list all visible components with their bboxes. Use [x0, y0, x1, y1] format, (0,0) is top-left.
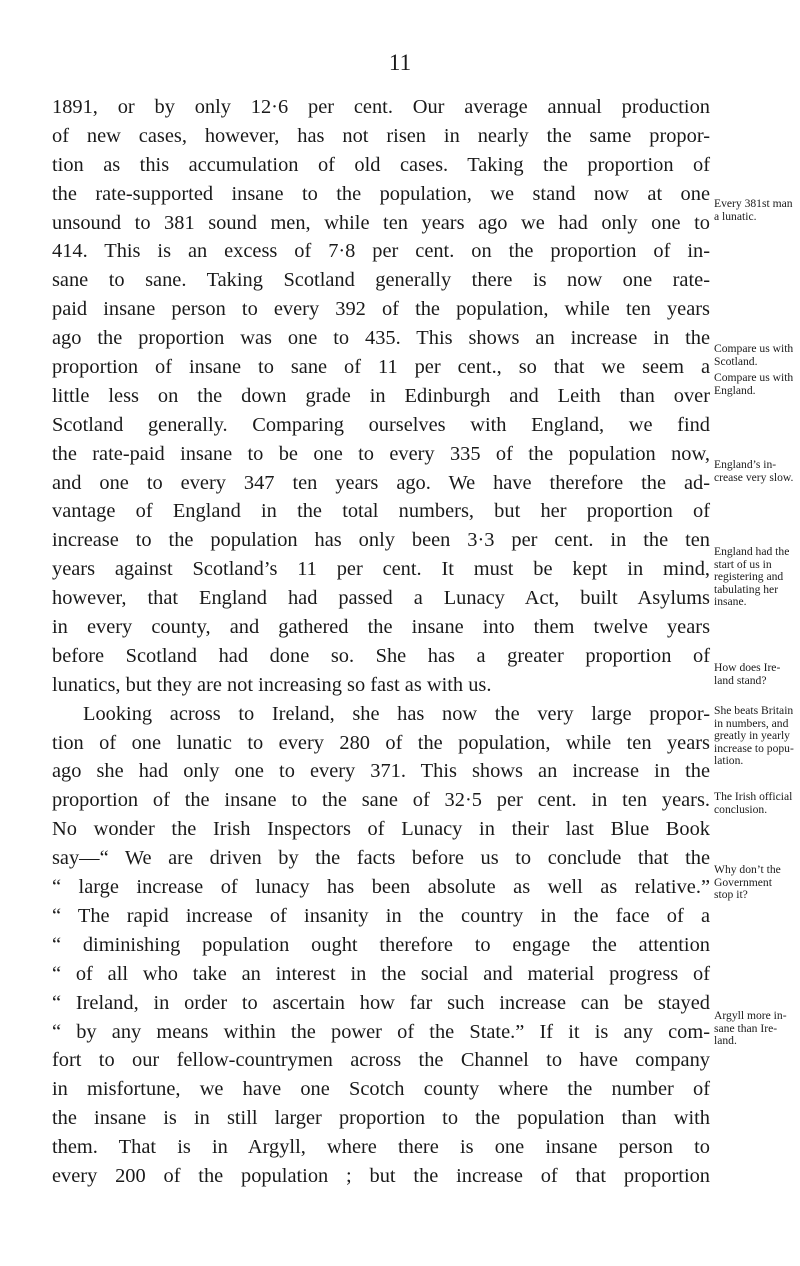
body-line: however, that England had passed a Lunacy Act, built Asylums — [52, 587, 710, 610]
margin-note — [714, 343, 798, 368]
body-line: little less on the down grade in Edinburgh and Leith than over — [52, 384, 710, 407]
margin-note-line: Scotland. — [714, 354, 758, 368]
body-line: 414. This is an excess of 7·8 per cent. on the proportion of in- — [52, 240, 710, 263]
margin-note-line: She beats Britain — [714, 704, 794, 717]
margin-note-line: How does Ire- — [714, 661, 781, 674]
margin-note — [714, 705, 798, 768]
body-line: every 200 of the population ; but the increase of that proportion — [52, 1164, 710, 1187]
body-line: in misfortune, we have one Scotch county where the number of — [52, 1078, 710, 1101]
body-line: “ large increase of lunacy has been absolute as well as relative.” — [52, 876, 710, 899]
margin-note-line: England’s in- — [714, 458, 777, 471]
body-line: of new cases, however, has not risen in nearly the same propor- — [52, 124, 710, 147]
margin-note — [714, 372, 798, 397]
margin-note-line: land. — [714, 1034, 737, 1048]
margin-note-line: a lunatic. — [714, 209, 757, 223]
margin-note-line: crease very slow. — [714, 470, 794, 484]
margin-note-line: sane than Ire- — [714, 1021, 778, 1035]
body-line: proportion of the insane to the sane of 32·5 per cent. in ten years. — [52, 789, 710, 812]
margin-note — [714, 791, 798, 816]
body-line: and one to every 347 ten years ago. We have therefore the ad- — [52, 471, 710, 494]
margin-note — [714, 662, 798, 687]
body-line: “ of all who take an interest in the social and material progress of — [52, 962, 710, 985]
body-text — [52, 93, 710, 1191]
body-line: No wonder the Irish Inspectors of Lunacy in their last Blue Book — [52, 818, 710, 841]
margin-note — [714, 198, 798, 223]
body-line: the insane is in still larger proportion to the population than with — [52, 1107, 710, 1130]
body-line: say—“ We are driven by the facts before us to conclude that the — [52, 847, 710, 870]
body-line: tion of one lunatic to every 280 of the population, while ten years — [52, 731, 710, 754]
margin-note — [714, 864, 798, 902]
body-line: “ The rapid increase of insanity in the country in the face of a — [52, 904, 710, 927]
margin-note-line: England had the — [714, 545, 790, 558]
body-line: ago the proportion was one to 435. This shows an increase in the — [52, 327, 710, 350]
margin-note — [714, 459, 798, 484]
margin-note-line: start of us in — [714, 557, 772, 571]
margin-note-line: England. — [714, 383, 756, 397]
body-line: before Scotland had done so. She has a greater proportion of — [52, 644, 710, 667]
body-line: proportion of insane to sane of 11 per cent., so that we seem a — [52, 356, 710, 379]
margin-note-line: increase to popu- — [714, 741, 794, 755]
margin-note-line: tabulating her — [714, 582, 779, 596]
body-line: lunatics, but they are not increasing so fast as with us. — [52, 673, 492, 696]
margin-note-line: stop it? — [714, 888, 748, 902]
body-line: vantage of England in the total numbers, but her proportion of — [52, 500, 710, 523]
body-line: paid insane person to every 392 of the population, while ten years — [52, 298, 710, 321]
margin-note — [714, 1010, 798, 1048]
body-line: them. That is in Argyll, where there is one insane person to — [52, 1136, 710, 1159]
margin-note — [714, 546, 798, 609]
margin-note-line: greatly in yearly — [714, 729, 790, 743]
body-line: fort to our fellow-countrymen across the Channel to have company — [52, 1049, 710, 1072]
body-line: sane to sane. Taking Scotland generally there is now one rate- — [52, 269, 710, 292]
margin-note-line: in numbers, and — [714, 716, 789, 730]
margin-note-line: Compare us with — [714, 371, 794, 384]
body-line: “ Ireland, in order to ascertain how far such increase can be stayed — [52, 991, 710, 1014]
body-line: the rate-supported insane to the population, we stand now at one — [52, 182, 710, 205]
body-line: 1891, or by only 12·6 per cent. Our average annual production — [52, 96, 710, 118]
margin-note-line: Argyll more in- — [714, 1009, 787, 1022]
body-line: the rate-paid insane to be one to every 335 of the population now, — [52, 442, 710, 465]
margin-note-line: Compare us with — [714, 342, 794, 355]
margin-note-line: land stand? — [714, 673, 767, 687]
margin-note-line: Government — [714, 875, 772, 889]
body-line: Scotland generally. Comparing ourselves with England, we find — [52, 413, 710, 436]
body-line: increase to the population has only been 3·3 per cent. in the ten — [52, 529, 710, 552]
body-line: “ by any means within the power of the State.” If it is any com- — [52, 1020, 710, 1043]
body-line: Looking across to Ireland, she has now the very large propor- — [83, 702, 710, 725]
margin-note-line: conclusion. — [714, 802, 768, 816]
margin-note-line: Why don’t the — [714, 863, 781, 876]
body-line: tion as this accumulation of old cases. Taking the proportion of — [52, 153, 710, 176]
margin-note-line: registering and — [714, 570, 784, 584]
body-line: in every county, and gathered the insane into them twelve years — [52, 616, 710, 639]
margin-note-line: insane. — [714, 595, 747, 609]
page-number: 11 — [388, 50, 412, 75]
margin-note-line: lation. — [714, 754, 744, 768]
body-line: “ diminishing population ought therefore to engage the attention — [52, 933, 710, 956]
body-line: unsound to 381 sound men, while ten years ago we had only one to — [52, 211, 710, 234]
body-line: years against Scotland’s 11 per cent. It must be kept in mind, — [52, 558, 710, 581]
body-line: ago she had only one to every 371. This shows an increase in the — [52, 760, 710, 783]
margin-note-line: Every 381st man — [714, 197, 793, 210]
margin-note-line: The Irish official — [714, 790, 793, 803]
